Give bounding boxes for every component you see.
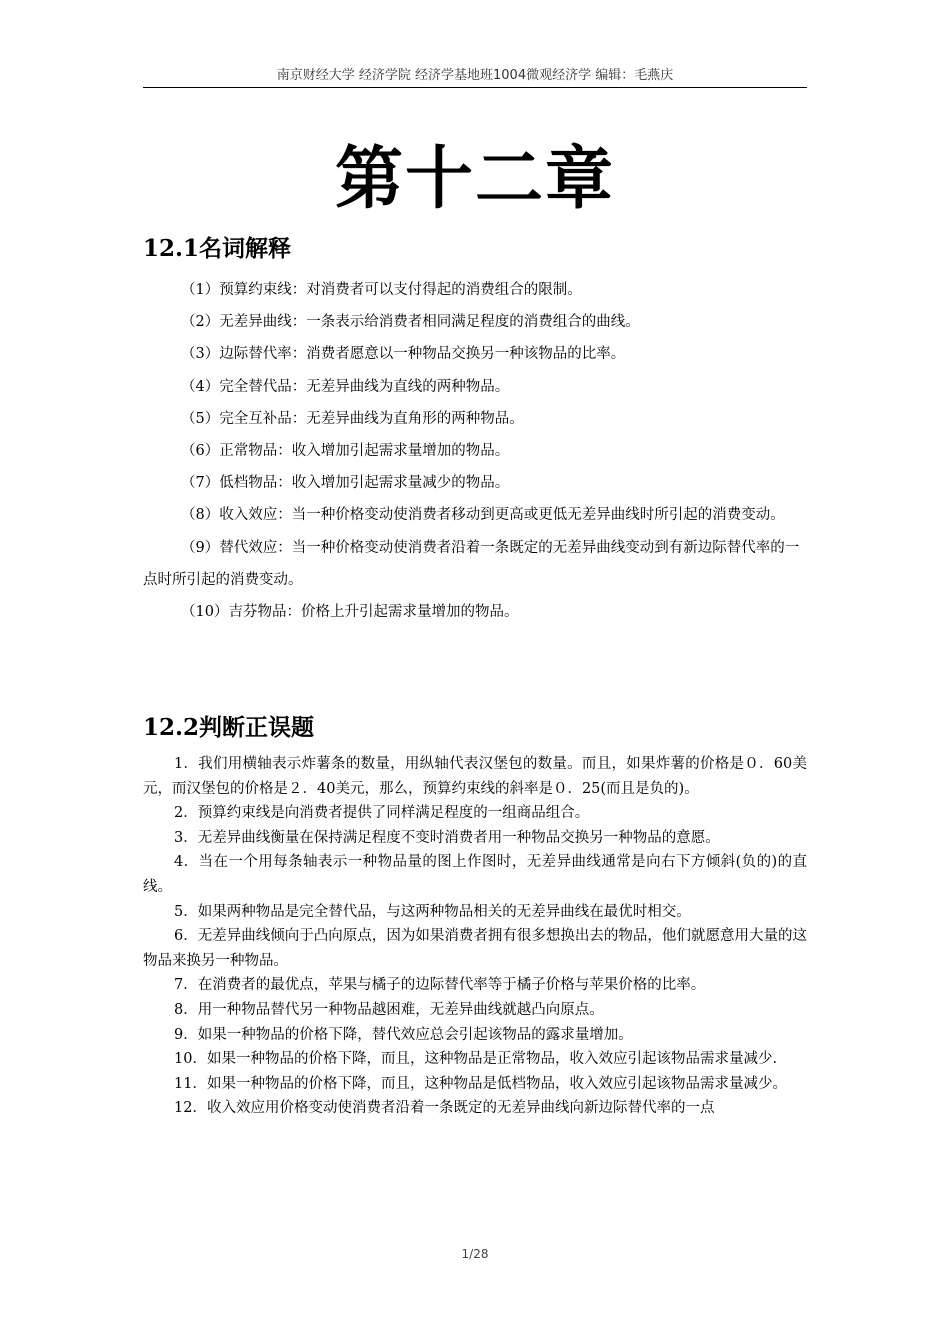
question-item: 7．在消费者的最优点，苹果与橘子的边际替代率等于橘子价格与苹果价格的比率。	[174, 977, 706, 994]
definition-item: （4）完全替代品：无差异曲线为直线的两种物品。	[181, 378, 510, 395]
definition-item: （6）正常物品：收入增加引起需求量增加的物品。	[181, 443, 510, 460]
question-item: 4．当在一个用每条轴表示一种物品量的图上作图时，无差异曲线通常是向右下方倾斜(负的)的直线。	[143, 854, 807, 895]
question-item: 3．无差异曲线衡量在保持满足程度不变时消费者用一种物品交换另一种物品的意愿。	[174, 829, 720, 846]
question-item: 11．如果一种物品的价格下降，而且，这种物品是低档物品，收入效应引起该物品需求量减少。	[174, 1075, 787, 1092]
header-divider	[143, 87, 807, 88]
question-item: 9．如果一种物品的价格下降，替代效应总会引起该物品的露求量增加。	[174, 1026, 633, 1043]
section-title-true-false: 12.2判断正误题	[143, 714, 315, 741]
definition-item: （9）替代效应：当一种价格变动使消费者沿着一条既定的无差异曲线变动到有新边际替代率的一点时所引起的消费变动。	[143, 539, 800, 588]
definition-item: （8）收入效应：当一种价格变动使消费者移动到更高或更低无差异曲线时所引起的消费变动。	[181, 507, 785, 524]
definition-item: （1）预算约束线：对消费者可以支付得起的消费组合的限制。	[181, 282, 582, 298]
question-item: 2．预算约束线是向消费者提供了同样满足程度的一组商品组合。	[174, 805, 590, 822]
page-number: 1/28	[461, 1247, 489, 1261]
question-item: 5．如果两种物品是完全替代品，与这两种物品相关的无差异曲线在最优时相交。	[174, 903, 691, 920]
definition-item: （10）吉芬物品：价格上升引起需求量增加的物品。	[181, 604, 519, 621]
definition-item: （5）完全互补品：无差异曲线为直角形的两种物品。	[181, 410, 524, 427]
definition-item: （2）无差异曲线：一条表示给消费者相同满足程度的消费组合的曲线。	[181, 314, 640, 331]
definitions-list	[143, 274, 807, 628]
chapter-title: 第十二章	[334, 139, 615, 219]
page-header: 南京财经大学 经济学院 经济学基地班1004微观经济学 编辑：毛燕庆	[276, 68, 674, 83]
definition-item: （7）低档物品：收入增加引起需求量减少的物品。	[181, 475, 510, 492]
question-item: 10．如果一种物品的价格下降，而且，这种物品是正常物品，收入效应引起该物品需求量减少.	[174, 1051, 778, 1068]
section-title-definitions: 12.1名词解释	[143, 235, 292, 262]
question-item: 12．收入效应用价格变动使消费者沿着一条既定的无差异曲线向新边际替代率的一点	[174, 1100, 715, 1117]
true-false-list	[143, 752, 807, 1121]
question-item: 8．用一种物品替代另一种物品越困难，无差异曲线就越凸向原点。	[174, 1001, 604, 1018]
definition-item: （3）边际替代率：消费者愿意以一种物品交换另一种该物品的比率。	[181, 346, 626, 363]
question-item: 6．无差异曲线倾向于凸向原点，因为如果消费者拥有很多想换出去的物品，他们就愿意用大量的这物品来换另一种物品。	[143, 928, 807, 969]
question-item: 1．我们用横轴表示炸薯条的数量，用纵轴代表汉堡包的数量。而且，如果炸薯的价格是０．60美元，而汉堡包的价格是２．40美元，那么，预算约束线的斜率是０．25(而且是负的)。	[143, 756, 807, 797]
